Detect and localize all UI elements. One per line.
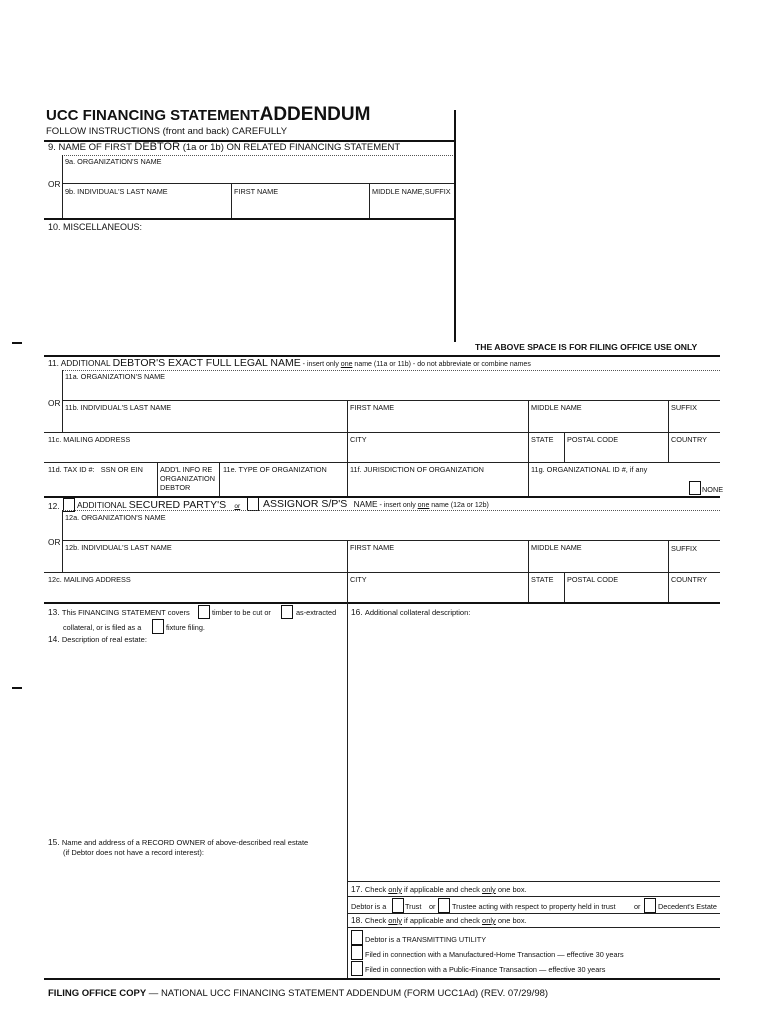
s9-first-label[interactable]: FIRST NAME (234, 187, 279, 196)
s17-or-2: or (634, 902, 641, 911)
s11-note-one: one (340, 361, 353, 368)
s11e-label[interactable]: 11e. TYPE OF ORGANIZATION (223, 465, 327, 474)
s9-heading-post: (1a or 1b) ON RELATED FINANCING STATEMENT (182, 142, 401, 153)
rule (62, 510, 63, 572)
footer-copy-label: FILING OFFICE COPY (48, 988, 147, 999)
s9b-label[interactable]: 9b. INDIVIDUAL'S LAST NAME (65, 187, 168, 196)
s17-trustee-label: Trustee acting with respect to property held in trust (452, 902, 616, 911)
s12-assignor-checkbox[interactable] (247, 497, 259, 511)
rule (347, 540, 348, 602)
rule (564, 572, 565, 602)
rule (668, 540, 669, 602)
s18-check-c: one box. (495, 916, 527, 925)
s15-line1 (48, 837, 308, 848)
s17-num: 17. (351, 884, 363, 894)
s18-public-finance-label: Filed in connection with a Public-Finance Transaction — effective 30 years (365, 965, 606, 974)
s18-heading (351, 915, 527, 926)
s17-decedent-label: Decedent's Estate (658, 902, 717, 911)
s18-utility-label: Debtor is a TRANSMITTING UTILITY (365, 935, 487, 944)
s17-check-a: Check (364, 885, 389, 894)
s12-note-a: - insert only (377, 502, 418, 509)
rule (347, 881, 720, 882)
rule (564, 432, 565, 462)
s18-num: 18. (351, 915, 363, 925)
s13-line2: collateral, or is filed as a (63, 623, 142, 632)
s11-postal-label[interactable]: POSTAL CODE (567, 435, 619, 444)
s12-secured: SECURED PARTY'S (128, 499, 227, 511)
s11b-label[interactable]: 11b. INDIVIDUAL'S LAST NAME (65, 403, 172, 412)
s12-country-label[interactable]: COUNTRY (671, 575, 707, 584)
rule (347, 400, 348, 462)
rule (157, 462, 158, 496)
rule (44, 496, 720, 498)
s11-none-checkbox[interactable] (689, 481, 701, 495)
s13-line1 (48, 607, 190, 618)
s13-timber-checkbox[interactable] (198, 605, 210, 619)
s14-label[interactable]: Description of real estate: (61, 635, 147, 644)
s11-addl-info (160, 465, 215, 492)
s12-or-small: or (234, 503, 241, 510)
s17-decedent-checkbox[interactable] (644, 898, 656, 913)
rule (219, 462, 220, 496)
s11-suffix-label[interactable]: SUFFIX (671, 403, 697, 412)
s18-only2: only (482, 916, 496, 925)
rule (44, 602, 720, 604)
s17-check-c: one box. (495, 885, 527, 894)
s9-middle-label[interactable]: MIDDLE NAME,SUFFIX (372, 187, 451, 196)
rule (44, 462, 720, 463)
s18-manufactured-home-label: Filed in connection with a Manufactured-Home Transaction — effective 30 years (365, 950, 624, 959)
rule (528, 400, 529, 496)
s11-note-a: - insert only (300, 361, 341, 368)
s11-state-label[interactable]: STATE (531, 435, 554, 444)
s17-or-1: or (429, 902, 436, 911)
rule (528, 540, 529, 602)
rule (44, 978, 720, 980)
s11-addl-line3: DEBTOR (160, 483, 191, 492)
rule (668, 400, 669, 462)
rule (44, 218, 455, 220)
s14-num: 14. (48, 634, 60, 644)
s16-num: 16. (351, 607, 363, 617)
s13-covers: This FINANCING STATEMENT covers (61, 608, 190, 617)
s17-trust-checkbox[interactable] (392, 898, 404, 913)
rule (347, 462, 348, 496)
s18-check-b: if applicable and check (401, 916, 483, 925)
s17-trustee-checkbox[interactable] (438, 898, 450, 913)
s12b-label[interactable]: 12b. INDIVIDUAL'S LAST NAME (65, 543, 172, 552)
s12-addl: ADDITIONAL (77, 500, 127, 510)
form-title-small: UCC FINANCING STATEMENT (46, 107, 260, 124)
s11a-label[interactable]: 11a. ORGANIZATION'S NAME (65, 372, 166, 381)
s18-only: only (388, 916, 402, 925)
s13-fixture-checkbox[interactable] (152, 619, 164, 634)
s9-heading (48, 142, 400, 153)
footer (48, 988, 548, 999)
s12-middle-label[interactable]: MIDDLE NAME (531, 543, 582, 552)
s11g-label[interactable]: 11g. ORGANIZATIONAL ID #, if any (531, 465, 648, 474)
rule (44, 432, 720, 433)
form-instructions: FOLLOW INSTRUCTIONS (front and back) CAREFULLY (46, 126, 288, 137)
s12-or: OR (48, 537, 61, 547)
s18-instructions (365, 916, 527, 925)
s17-instructions (365, 885, 527, 894)
s17-heading (351, 884, 527, 895)
rule (62, 400, 720, 401)
s12-city-label[interactable]: CITY (350, 575, 367, 584)
s11-heading (48, 358, 531, 370)
rule (369, 183, 370, 219)
form-title (46, 104, 370, 126)
s11f-label[interactable]: 11f. JURISDICTION OF ORGANIZATION (350, 465, 484, 474)
footer-form-name: — NATIONAL UCC FINANCING STATEMENT ADDENDUM (FORM UCC1Ad) (REV. 07/29/98) (146, 988, 549, 999)
s13-fixture-label: fixture filing. (166, 623, 205, 632)
s13-num: 13. (48, 607, 60, 617)
rule (62, 370, 63, 432)
s17-debtor-is: Debtor is a (351, 902, 387, 911)
s13-extracted-label: as-extracted (296, 608, 337, 617)
s12-first-label[interactable]: FIRST NAME (350, 543, 395, 552)
s9a-label[interactable]: 9a. ORGANIZATION'S NAME (65, 157, 162, 166)
s14-line (48, 634, 147, 645)
s16-label[interactable]: Additional collateral description: (364, 608, 471, 617)
rule (231, 183, 232, 219)
s12-postal-label[interactable]: POSTAL CODE (567, 575, 619, 584)
s17-check-b: if applicable and check (401, 885, 483, 894)
s18-utility-checkbox[interactable] (351, 930, 363, 945)
rule (62, 155, 63, 219)
s18-public-finance-checkbox[interactable] (351, 961, 363, 976)
rule (62, 370, 720, 371)
s15-line1-text: Name and address of a RECORD OWNER of above-described real estate (61, 838, 309, 847)
s11-or: OR (48, 398, 61, 408)
rule (347, 602, 348, 979)
s12-state-label[interactable]: STATE (531, 575, 554, 584)
s11-addl-line2: ORGANIZATION (160, 474, 215, 483)
s15-num: 15. (48, 837, 60, 847)
s11-country-label[interactable]: COUNTRY (671, 435, 707, 444)
s11c-label[interactable]: 11c. MAILING ADDRESS (48, 435, 131, 444)
rule (62, 510, 720, 511)
s17-trust-label: Trust (405, 902, 422, 911)
s12-note-b: name (12a or 12b) (429, 502, 489, 509)
margin-mark (12, 342, 22, 344)
s11-heading-big: DEBTOR'S EXACT FULL LEGAL NAME (112, 357, 301, 369)
s11d-label[interactable]: 11d. TAX ID #: SSN OR EIN (48, 465, 143, 474)
s12a-label[interactable]: 12a. ORGANIZATION'S NAME (65, 513, 166, 522)
s13-timber-label: timber to be cut or (212, 608, 271, 617)
s11-note-b: name (11a or 11b) - do not abbreviate or combine names (352, 361, 531, 368)
s9-heading-debtor: DEBTOR (134, 141, 181, 153)
s13-extracted-checkbox[interactable] (281, 605, 293, 619)
s17-only: only (388, 885, 402, 894)
s12c-label[interactable]: 12c. MAILING ADDRESS (48, 575, 131, 584)
s12-num: 12. (48, 501, 60, 511)
s12-assignor: ASSIGNOR S/P'S (263, 498, 348, 510)
filing-office-note: THE ABOVE SPACE IS FOR FILING OFFICE USE ONLY (475, 342, 698, 352)
s11-first-label[interactable]: FIRST NAME (350, 403, 395, 412)
form-title-big: ADDENDUM (259, 104, 371, 125)
s12-suffix-label[interactable]: SUFFIX (671, 544, 697, 553)
s18-manufactured-home-checkbox[interactable] (351, 945, 363, 960)
s11-addl-line1: ADD'L INFO RE (160, 465, 213, 474)
rule (347, 913, 720, 914)
s10-label[interactable]: 10. MISCELLANEOUS: (48, 222, 143, 232)
s9-heading-pre: 9. NAME OF FIRST (48, 142, 132, 153)
s11-heading-pre: 11. ADDITIONAL (48, 358, 111, 368)
rule (44, 572, 720, 573)
s16-line (351, 607, 470, 618)
s11-city-label[interactable]: CITY (350, 435, 367, 444)
rule (62, 540, 720, 541)
rule (62, 155, 455, 156)
rule (62, 183, 455, 184)
s9-or: OR (48, 179, 61, 189)
s11-middle-label[interactable]: MIDDLE NAME (531, 403, 582, 412)
rule (347, 896, 720, 897)
s17-only2: only (482, 885, 496, 894)
s18-check-a: Check (364, 916, 389, 925)
s12-name-label: NAME (353, 499, 378, 509)
s11-none-label: NONE (702, 485, 724, 494)
s15-line2: (if Debtor does not have a record interest): (63, 848, 204, 857)
rule (454, 110, 456, 342)
margin-mark (12, 687, 22, 689)
s12-note-one: one (417, 502, 430, 509)
rule (347, 927, 720, 928)
